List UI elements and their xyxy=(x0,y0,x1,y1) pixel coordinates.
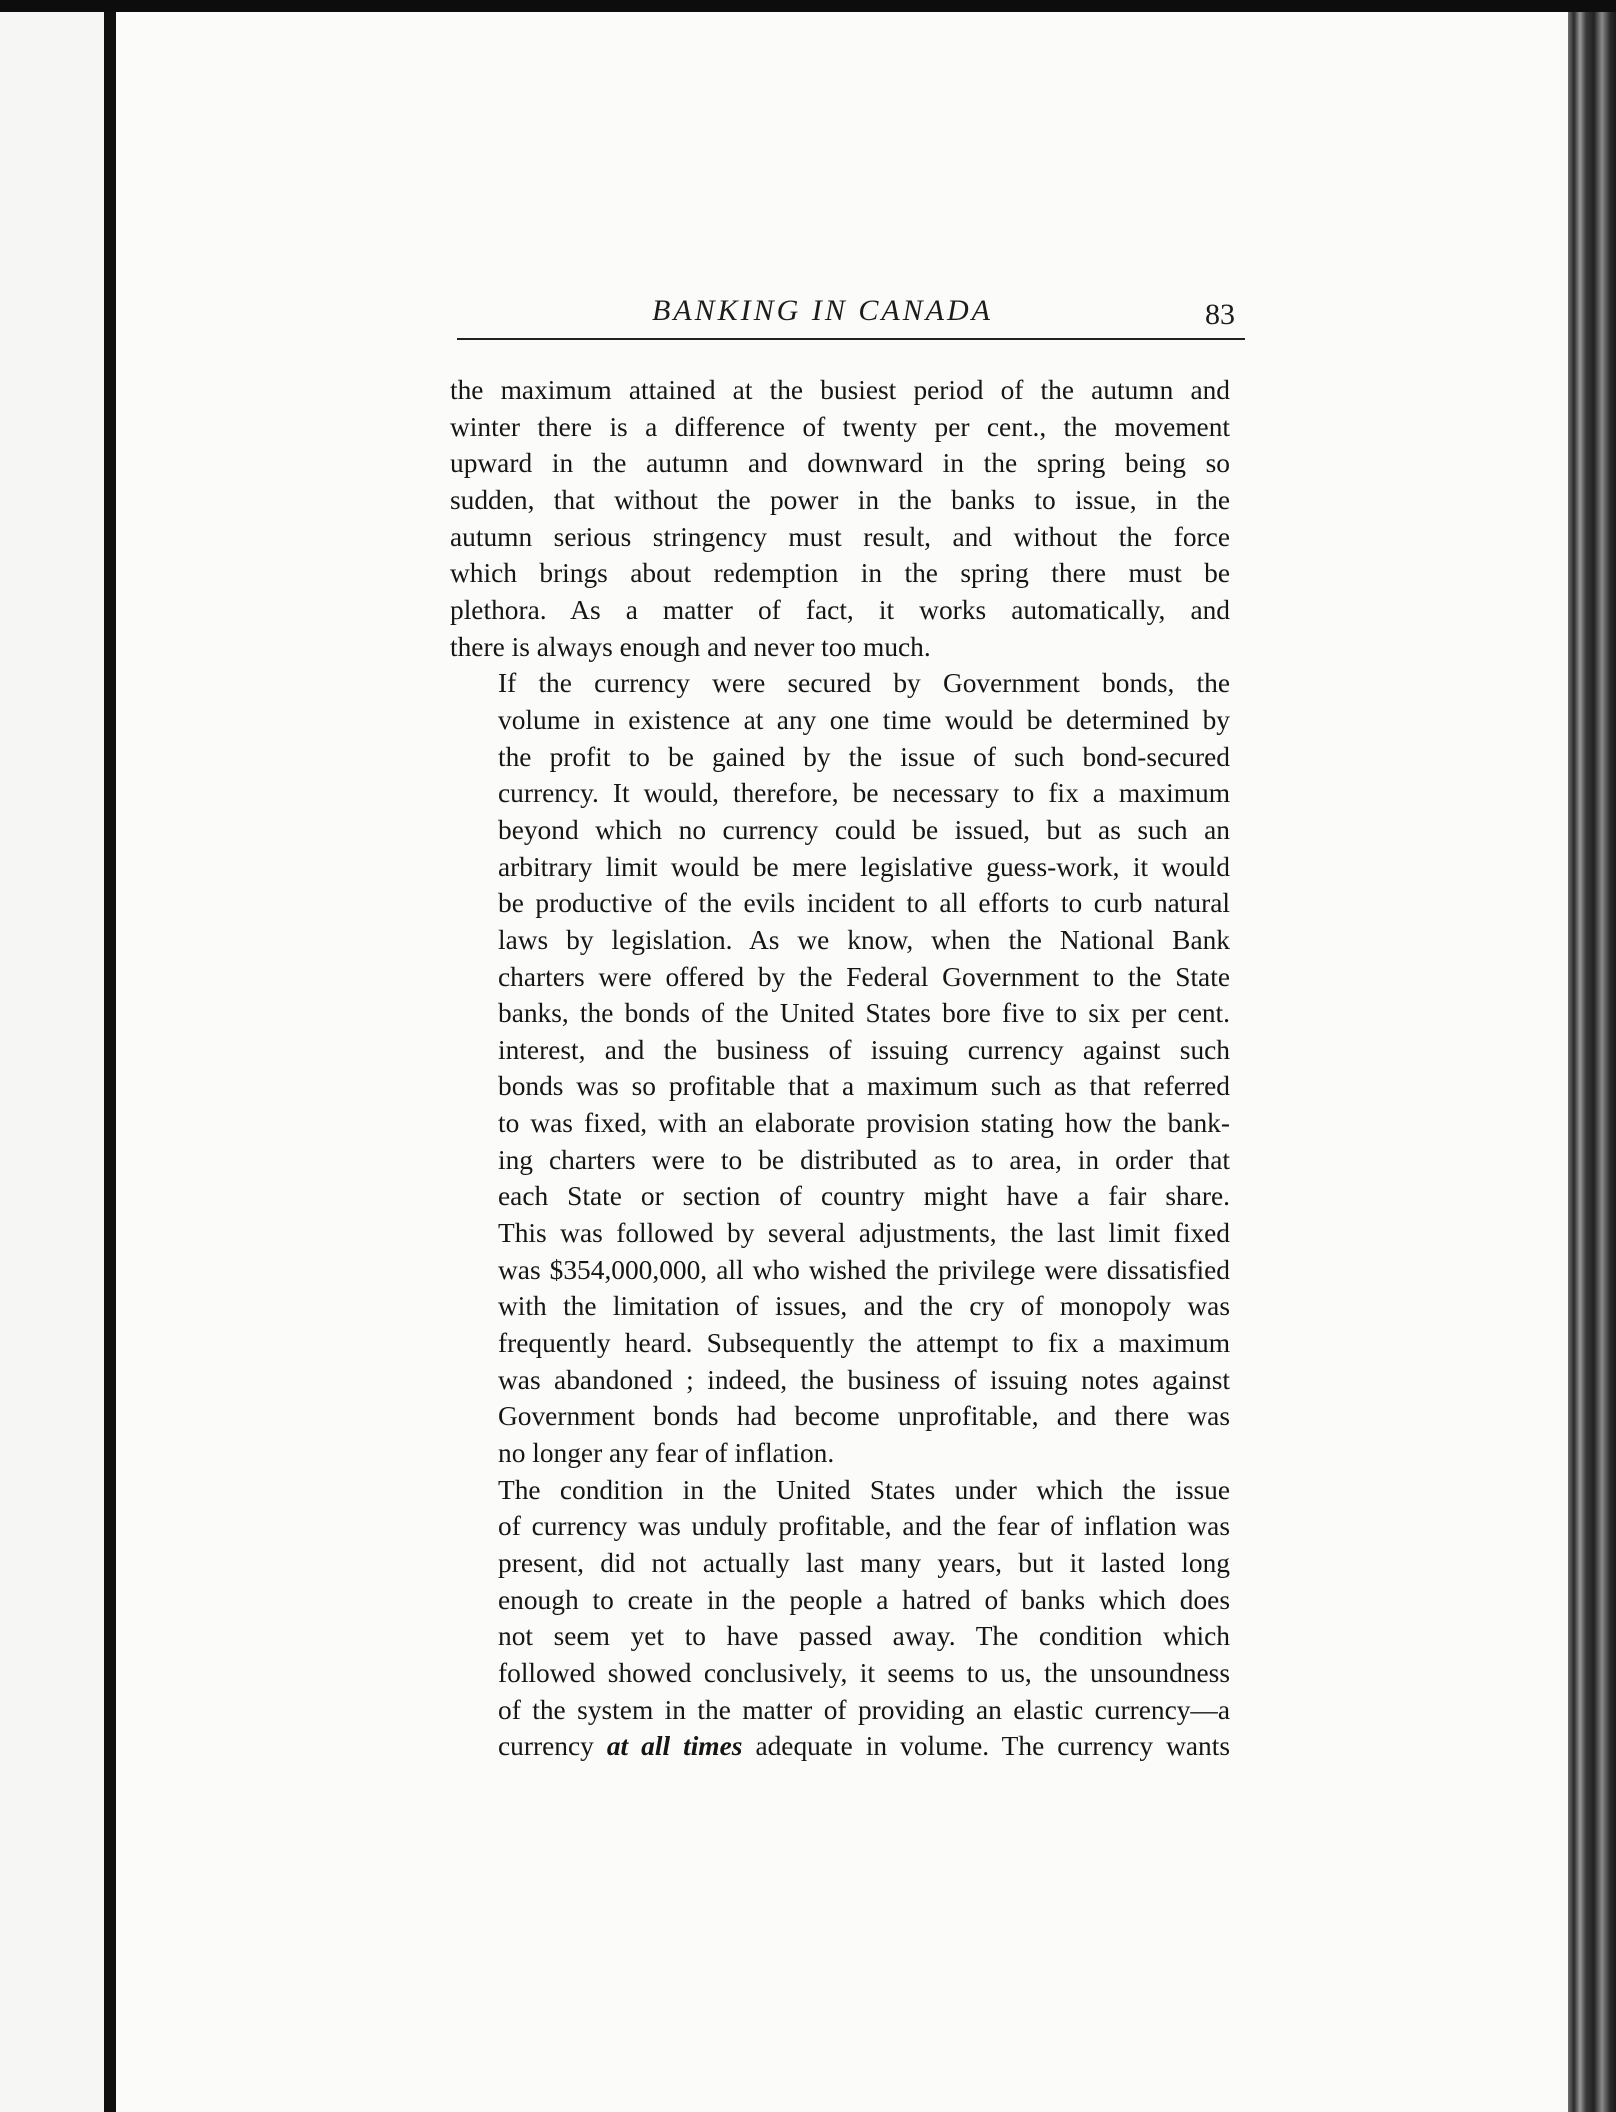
text-line: there is always enough and never too much. xyxy=(450,631,931,662)
paragraph-2 xyxy=(450,665,1230,1471)
text-line: sudden, that without the power in the banks to issue, in the xyxy=(450,484,1230,515)
paragraph-3 xyxy=(450,1472,1230,1765)
text-line: beyond which no currency could be issued, but as such an xyxy=(498,814,1230,845)
paragraph-1 xyxy=(450,372,1230,665)
text-line: not seem yet to have passed away. The condition which xyxy=(498,1621,1230,1652)
page-number: 83 xyxy=(1205,298,1235,331)
final-line-end: adequate in volume. The currency wants xyxy=(742,1731,1230,1762)
text-line: frequently heard. Subsequently the attempt to fix a maximum xyxy=(498,1328,1230,1359)
text-line: banks, the bonds of the United States bore five to six per cent. xyxy=(498,998,1230,1029)
text-line: which brings about redemption in the spring there must be xyxy=(450,558,1230,589)
top-border xyxy=(0,0,1616,12)
text-line: the profit to be gained by the issue of such bond-secured xyxy=(498,741,1230,772)
text-line: followed showed conclusively, it seems to us, the unsoundness xyxy=(498,1657,1230,1688)
text-line: each State or section of country might have a fair share. xyxy=(498,1181,1230,1212)
text-line: no longer any fear of inflation. xyxy=(498,1438,835,1469)
text-line: of currency was unduly profitable, and the fear of inflation was xyxy=(498,1511,1230,1542)
text-line: volume in existence at any one time would be determined by xyxy=(498,704,1230,735)
text-line-final xyxy=(450,1728,1230,1765)
text-line: was $354,000,000, all who wished the privilege were dissatisfied xyxy=(498,1254,1230,1285)
text-line: The condition in the United States under which the issue xyxy=(498,1474,1230,1505)
text-line: autumn serious stringency must result, and without the force xyxy=(450,521,1230,552)
text-line: upward in the autumn and downward in the spring being so xyxy=(450,448,1230,479)
text-line: Government bonds had become unprofitable, and there was xyxy=(498,1401,1230,1432)
text-line: If the currency were secured by Government bonds, the xyxy=(498,668,1230,699)
text-line: to was fixed, with an elaborate provision stating how the bank- xyxy=(498,1108,1230,1139)
running-header xyxy=(457,294,1245,344)
text-line: laws by legislation. As we know, when the National Bank xyxy=(498,924,1230,955)
text-line: present, did not actually last many years, but it lasted long xyxy=(498,1548,1230,1578)
header-rule xyxy=(457,338,1245,340)
emphasis-text: at all times xyxy=(606,1731,743,1762)
text-line: interest, and the business of issuing currency against such xyxy=(498,1034,1230,1065)
running-title: BANKING IN CANADA xyxy=(652,294,993,327)
text-line: bonds was so profitable that a maximum such as that referred xyxy=(498,1071,1230,1102)
text-line: with the limitation of issues, and the cry of monopoly was xyxy=(498,1291,1230,1322)
text-line: arbitrary limit would be mere legislative guess-work, it would xyxy=(498,851,1230,882)
final-line-start: currency xyxy=(498,1731,607,1762)
page-gutter xyxy=(104,12,116,2112)
text-line: winter there is a difference of twenty per cent., the movement xyxy=(450,411,1230,442)
text-line: the maximum attained at the busiest period of the autumn and xyxy=(450,375,1230,405)
text-line: plethora. As a matter of fact, it works automatically, and xyxy=(450,594,1230,625)
text-line: was abandoned ; indeed, the business of issuing notes against xyxy=(498,1364,1230,1395)
body-text xyxy=(450,372,1230,1765)
text-line: ing charters were to be distributed as to area, in order that xyxy=(498,1144,1230,1175)
text-line: of the system in the matter of providing an elastic currency—a xyxy=(498,1694,1230,1725)
text-line: enough to create in the people a hatred of banks which does xyxy=(498,1584,1230,1615)
text-line: be productive of the evils incident to all efforts to curb natural xyxy=(498,888,1230,919)
text-line: charters were offered by the Federal Government to the State xyxy=(498,961,1230,992)
text-line: currency. It would, therefore, be necessary to fix a maximum xyxy=(498,778,1230,809)
book-spine xyxy=(1568,12,1616,2112)
facing-page-edge xyxy=(0,12,104,2112)
text-line: This was followed by several adjustments, the last limit fixed xyxy=(498,1218,1230,1249)
